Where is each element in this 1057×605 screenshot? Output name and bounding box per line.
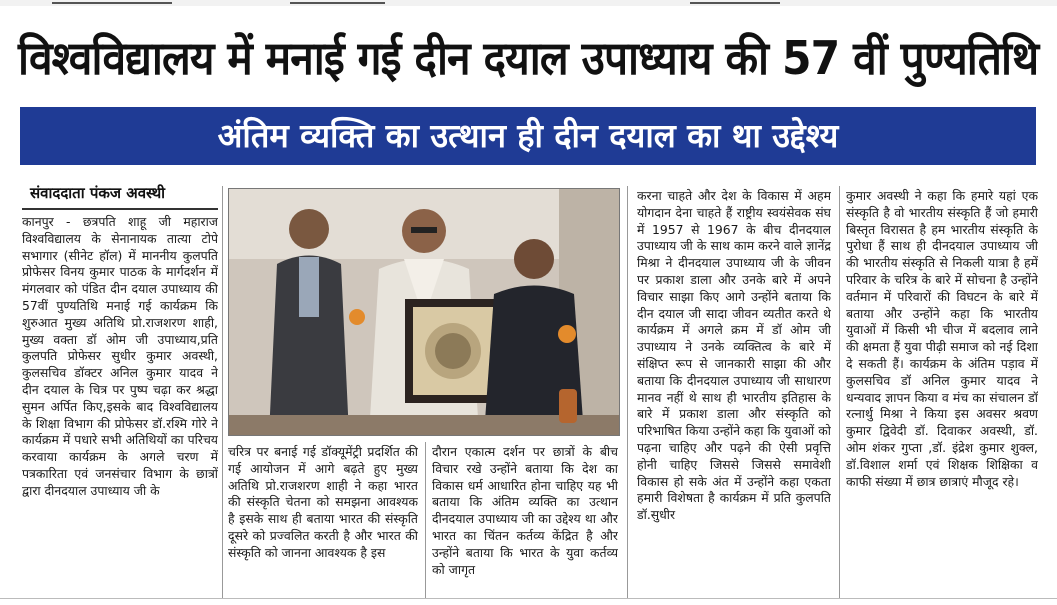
top-edge-strip	[0, 0, 1057, 6]
byline-underline	[22, 208, 218, 210]
column-4-text: करना चाहते और देश के विकास में अहम योगदान देना चाहते हैं राष्ट्रीय स्वयंसेवक संघ में 1957 से 1967 के बीच दीनदयाल उपाध्याय जी के साथ काम करने वाले ज्ञानेंद्र मिश्रा ने दीनदयाल उपाध्याय जी के जीवन पर प्रकाश डाला और उनके बारे में अपने विचार साझा किए आगे उन्होंने बताया कि दीन दयाल जी सादा जीवन व्यतीत करते थे कार्यक्रम में अगले क्रम में डॉ ओम जी उपाध्याय ने उनके व्यक्तित्व के बारे में संक्षिप्त रूप से जानकारी साझा की और बताया कि दीनदयाल उपाध्याय जी साधारण मानव नहीं थे साथ ही भारतीय इतिहास के बारे में प्रकाश डाला और संस्कृति को परिभाषित किया उन्होंने कहा कि युवाओं को पढ़ना चाहिए और पढ़ने की ऐसी प्रवृत्ति होनी चाहिए जिससे जिससे समावेशी विकास हो सके अंत में उन्होंने कहा एकता हमारी विशेषता है कार्यक्रम में प्रति कुलपति डॉ.सुधीर	[637, 188, 831, 523]
column-3	[432, 444, 618, 598]
column-divider	[627, 186, 628, 598]
bottom-edge-rule	[0, 598, 1057, 599]
column-2	[228, 444, 418, 598]
column-4	[637, 188, 831, 598]
subheadline: अंतिम व्यक्ति का उत्थान ही दीन दयाल का था उद्देश्य	[217, 116, 839, 155]
event-photo	[228, 188, 620, 436]
column-2-text: चरित्र पर बनाई गई डॉक्यूमेंट्री प्रदर्शित की गई आयोजन में आगे बढ़ते हुए मुख्य अतिथि प्रो.राजशरण शाही ने कहा भारत की संस्कृति चेतना को समझना आवश्यक है इसके साथ ही बताया भारत की संस्कृति दूसरे को प्रज्वलित करती है और भारत की संस्कृति को जानना आवश्यक है इस	[228, 444, 418, 560]
column-5-text: कुमार अवस्थी ने कहा कि हमारे यहां एक संस्कृति है वो भारतीय संस्कृति हैं जो हमारी बिस्तृत विरासत है हम भारतीय संस्कृति के पुरोधा हैं साथ ही दीनदयाल उपाध्याय जी की भारतीय संस्कृति से निकली यात्रा है हमें परिवार के चरित्र के बारे में सोचना है उन्होंने वर्तमान में परिवारों की विघटन के बारे में बताया और उन्होंने कहा कि भारतीय युवाओं में किसी भी चीज में बदलाव लाने की क्षमता हैं युवा पीढ़ी समाज को नई दिशा दे सकती हैं। कार्यक्रम के अंतिम पड़ाव में कुलसचिव डॉ अनिल कुमार यादव ने धन्यवाद ज्ञापन किया व मंच का संचालन डॉ रत्नार्थु मिश्रा ने किया इस अवसर श्रवण कुमार द्विवेदी डॉ. दिवाकर अवस्थी, डॉ. ओम शंकर गुप्ता ,डॉ. इंद्रेश कुमार शुक्ल, डॉ.विशाल शर्मा एवं शिक्षक शिक्षिका व काफी संख्या में छात्र छात्राएं मौजूद रहे।	[846, 188, 1038, 489]
subheadline-banner	[20, 107, 1036, 165]
event-photo-illustration	[229, 189, 619, 435]
headline: विश्वविद्यालय में मनाई गई दीन दयाल उपाध्याय की 57 वीं पुण्यतिथि	[18, 31, 1039, 85]
top-rule-segment	[52, 2, 172, 4]
column-divider	[222, 186, 223, 598]
top-rule-segment	[690, 2, 780, 4]
column-divider	[425, 442, 426, 598]
column-1-text: कानपुर - छत्रपति शाहू जी महाराज विश्वविद्यालय के सेनानायक तात्या टोपे सभागार (सीनेट हॉल) में माननीय कुलपति प्रोफेसर विनय कुमार पाठक के मार्गदर्शन में मंगलवार को पंडित दीन दयाल उपाध्याय की 57वीं पुण्यतिथि मनाई गई कार्यक्रम कि शुरुआत मुख्य अतिथि प्रो.राजशरण शाही, मुख्य वक्ता डॉ ओम जी उपाध्याय,प्रति कुलपति प्रोफेसर सुधीर कुमार अवस्थी, कुलसचिव डॉक्टर अनिल कुमार यादव ने दीन दयाल के चित्र पर पुष्प चढ़ा कर श्रद्धा सुमन अर्पित किए,इसके बाद विश्वविद्यालय के शिक्षा विभाग की प्रोफेसर डॉ.रश्मि गोरे ने कार्यक्रम में पधारे सभी अतिथियों का परिचय करवाया कार्यक्रम के अगले चरण में पत्रकारिता एवं जनसंचार विभाग के छात्रों द्वारा दीनदयाल उपाध्याय जी के	[22, 214, 218, 498]
column-1	[22, 214, 218, 598]
column-divider	[839, 186, 840, 598]
column-5	[846, 188, 1038, 598]
byline: संवाददाता पंकज अवस्थी	[30, 184, 166, 202]
column-3-text: दौरान एकात्म दर्शन पर छात्रों के बीच विचार रखे उन्होंने बताया कि देश का विकास धर्म आधारित होना चाहिए यह भी बताया कि अंतिम व्यक्ति का उत्थान दीनदयाल उपाध्याय जी का उद्देश्य था और भारत का चिंतन कर्तव्य केंद्रित है और उन्होंने बताया कि भारत के युवा कर्तव्य को जागृत	[432, 444, 618, 577]
top-rule-segment	[290, 2, 385, 4]
